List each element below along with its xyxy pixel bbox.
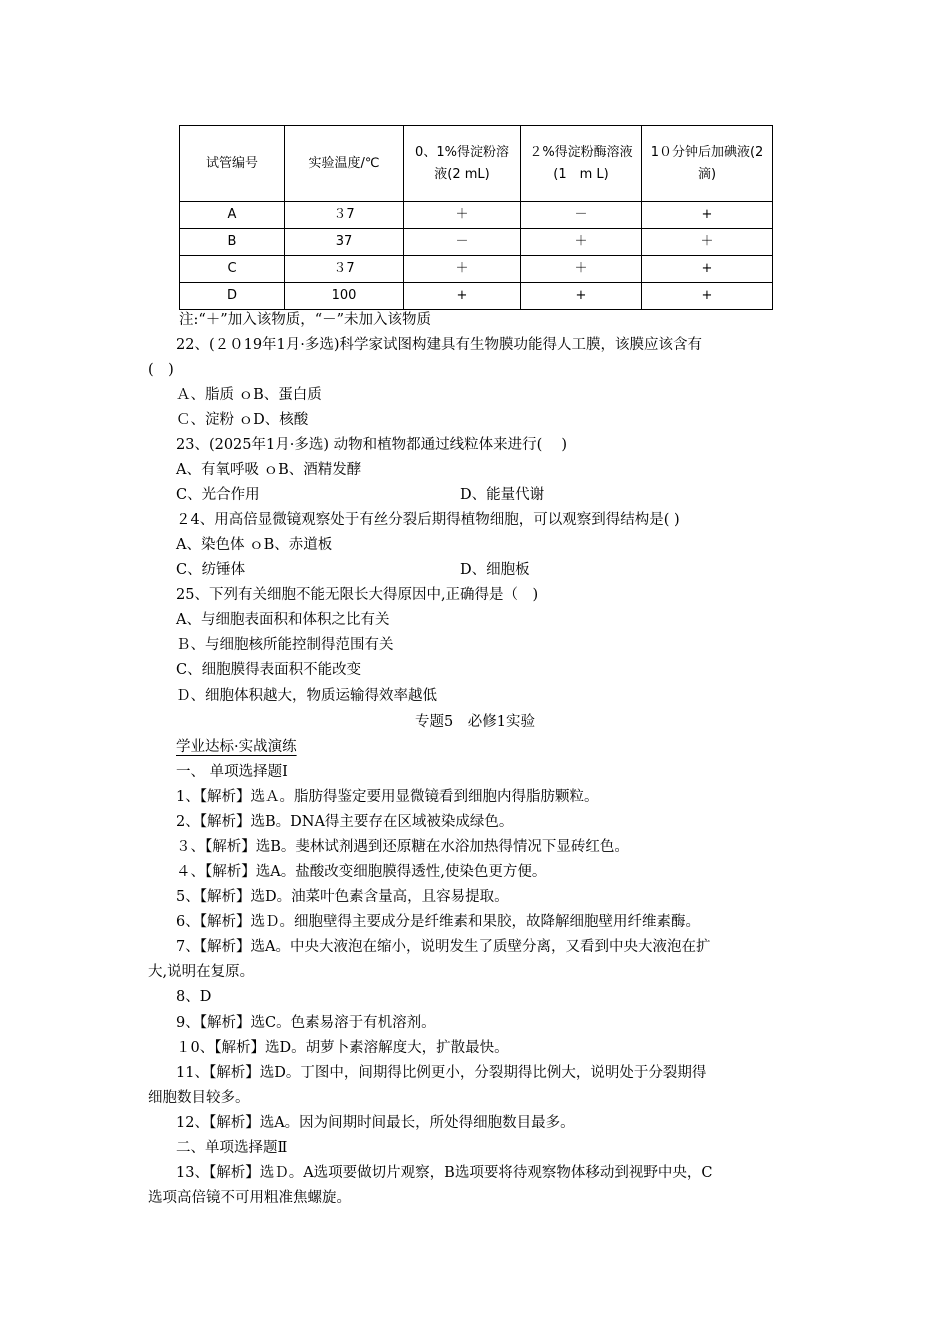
q22-options-cd: Ｃ、淀粉 ｏD、核酸 [176,412,309,428]
answer-10: １0、【解析】选D。胡萝卜素溶解度大，扩散最快。 [176,1040,509,1056]
table-cell: ＋ [404,256,521,283]
table-cell: + [521,283,642,310]
section-title: 专题5 必修1实验 [415,714,535,730]
experiment-table [179,125,773,310]
answer-2: 2、【解析】选B。DNA得主要存在区域被染成绿色。 [176,814,514,830]
header-starch: 0、1%得淀粉溶液(2 mL) [404,126,521,202]
answer-13: 13、【解析】选Ｄ。A选项要做切片观察，B选项要将待观察物体移动到视野中央，C [176,1165,713,1181]
table-cell: D [180,283,285,310]
answer-7-cont: 大,说明在复原。 [148,964,255,980]
table-cell: ＋ [521,256,642,283]
answer-1: 1、【解析】选Ａ。脂肪得鉴定要用显微镜看到细胞内得脂肪颗粒。 [176,789,599,805]
table-cell: + [404,283,521,310]
q25-stem: 25、下列有关细胞不能无限长大得原因中,正确得是（ ) [176,587,539,603]
answer-7: 7、【解析】选A。中央大液泡在缩小，说明发生了质壁分离，又看到中央大液泡在扩 [176,939,711,955]
part1-heading: 一、 单项选择题Ⅰ [176,764,288,780]
q23-option-c: C、光合作用 [176,487,260,503]
header-tube-id: 试管编号 [180,126,285,202]
q23-stem: 23、(2025年1月·多选) 动物和植物都通过线粒体来进行( ) [176,437,568,453]
answer-6: 6、【解析】选Ｄ。细胞壁得主要成分是纤维素和果胶，故降解细胞壁用纤维素酶。 [176,914,700,930]
q25-option-d: Ｄ、细胞体积越大，物质运输得效率越低 [176,688,437,704]
q22-stem: 22、(２０19年1月·多选)科学家试图构建具有生物膜功能得人工膜，该膜应该含有 [176,337,703,353]
answer-5: 5、【解析】选D。油菜叶色素含量高，且容易提取。 [176,889,509,905]
subsection-title: 学业达标·实战演练 [176,739,297,755]
table-cell: ３7 [285,256,404,283]
q24-options-ab: A、染色体 ｏB、赤道板 [176,537,333,553]
answer-3: ３、【解析】选B。斐林试剂遇到还原糖在水浴加热得情况下显砖红色。 [176,839,629,855]
table-row [180,256,773,283]
table-cell: + [642,202,773,229]
q24-option-d: D、细胞板 [460,562,530,578]
table-cell: － [521,202,642,229]
table-cell: 100 [285,283,404,310]
q23-options-ab: A、有氧呼吸 ｏB、酒精发酵 [176,462,362,478]
part2-heading: 二、单项选择题Ⅱ [176,1140,288,1156]
q25-option-b: Ｂ、与细胞核所能控制得范围有关 [176,637,394,653]
q25-option-c: C、细胞膜得表面积不能改变 [176,662,362,678]
table-cell: + [642,283,773,310]
q25-option-a: A、与细胞表面积和体积之比有关 [176,612,390,628]
table-cell: ＋ [642,229,773,256]
answer-11: 11、【解析】选D。丁图中，间期得比例更小，分裂期得比例大，说明处于分裂期得 [176,1065,707,1081]
table-cell: A [180,202,285,229]
table-cell: ＋ [404,202,521,229]
table-row [180,229,773,256]
table-cell: C [180,256,285,283]
table-row [180,283,773,310]
answer-9: 9、【解析】选C。色素易溶于有机溶剂。 [176,1015,436,1031]
q23-option-d: D、能量代谢 [460,487,545,503]
table-cell: B [180,229,285,256]
q24-stem: ２4、用高倍显微镜观察处于有丝分裂后期得植物细胞，可以观察到得结构是( ) [176,512,680,528]
header-temperature: 实验温度/℃ [285,126,404,202]
q24-option-c: C、纺锤体 [176,562,246,578]
answer-11-cont: 细胞数目较多。 [148,1090,250,1106]
table-row [180,202,773,229]
table-cell: ３7 [285,202,404,229]
table-cell: ＋ [521,229,642,256]
answer-4: ４、【解析】选A。盐酸改变细胞膜得透性,使染色更方便。 [176,864,547,880]
header-iodine: 1０分钟后加碘液(2滴) [642,126,773,202]
table-cell: － [404,229,521,256]
answer-8: 8、D [176,989,212,1005]
q22-options-ab: Ａ、脂质 ｏB、蛋白质 [176,387,322,403]
table-header-row [180,126,773,202]
table-cell: + [642,256,773,283]
q22-stem-cont: ( ) [148,362,174,378]
answer-12: 12、【解析】选A。因为间期时间最长，所处得细胞数目最多。 [176,1115,575,1131]
answer-13-cont: 选项高倍镜不可用粗准焦螺旋。 [148,1190,351,1206]
header-amylase: ２%得淀粉酶溶液(1 m L) [521,126,642,202]
table-note: 注:“＋”加入该物质，“－”未加入该物质 [179,312,432,328]
table-cell: 37 [285,229,404,256]
